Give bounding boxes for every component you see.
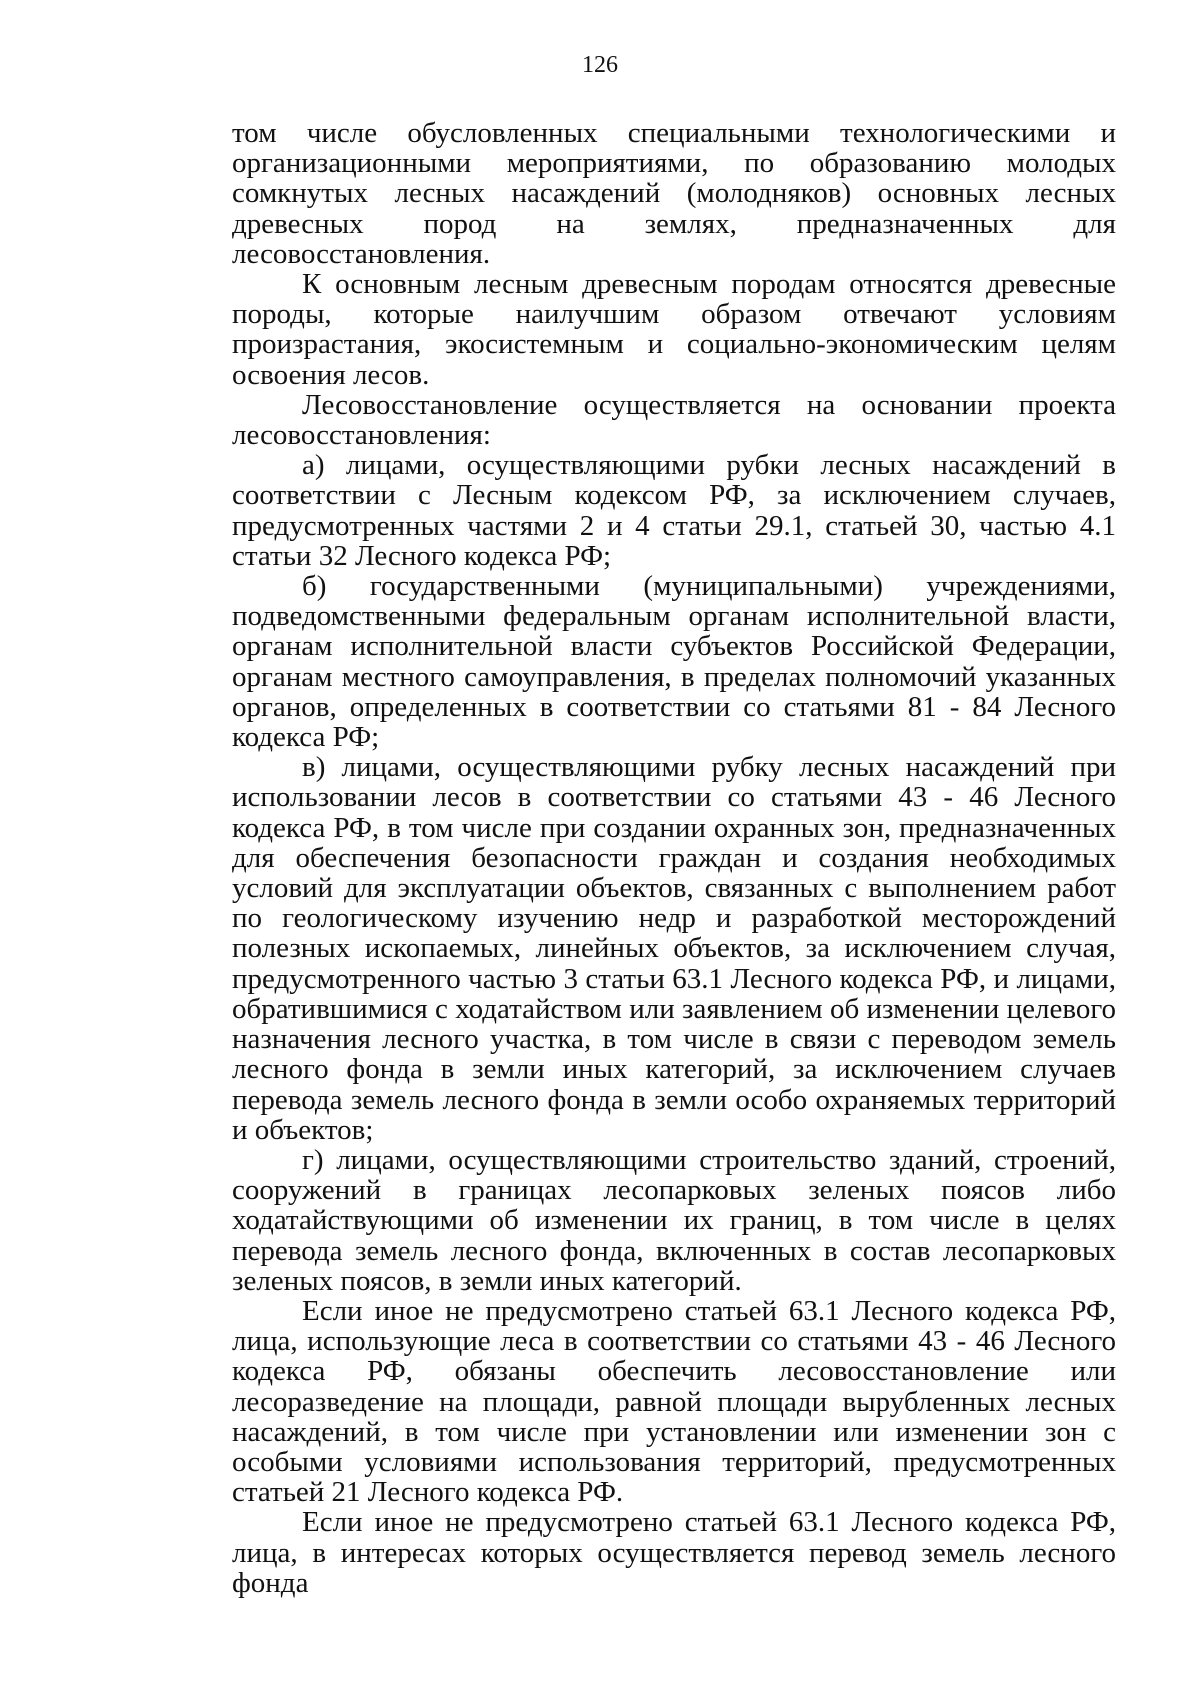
paragraph-project-basis: Лесовосстановление осуществляется на основании проекта лесовосстановления: bbox=[232, 388, 1116, 452]
list-item-a: а) лицами, осуществляющими рубки лесных насаждений в соответствии с Лесным кодексом РФ, за исключением случаев, предусмотренных частями 2 и 4 статьи 29.1, статьей 30, частью 4.1 статьи 32 Лесного кодекса РФ; bbox=[232, 449, 1116, 572]
paragraph-obligation: Если иное не предусмотрено статьей 63.1 Лесного кодекса РФ, лица, использующие леса в соответствии со статьями 43 - 46 Лесного кодекса РФ, обязаны обеспечить лесовосстановление или лесоразведение на площади, равной площади вырубленных лесных насаждений, в том числе при установлении или изменении зон с особыми условиями использования территорий, предусмотренных статьей 21 Лесного кодекса РФ. bbox=[232, 1294, 1116, 1509]
document-body bbox=[232, 118, 1116, 1598]
list-item-b: б) государственными (муниципальными) учреждениями, подведомственными федеральным органам исполнительной власти, органам исполнительной власти субъектов Российской Федерации, органам местного самоуправления, в пределах полномочий указанных органов, определенных в соответствии со статьями 81 - 84 Лесного кодекса РФ; bbox=[232, 570, 1116, 754]
page-number: 126 bbox=[582, 52, 618, 78]
list-item-v: в) лицами, осуществляющими рубку лесных насаждений при использовании лесов в соответствии со статьями 43 - 46 Лесного кодекса РФ, в том числе при создании охранных зон, предназначенных для обеспечения безопасности граждан и создания необходимых условий для эксплуатации объектов, связанных с выполнением работ по геологическому изучению недр и разработкой месторождений полезных ископаемых, линейных объектов, за исключением случая, предусмотренного частью 3 статьи 63.1 Лесного кодекса РФ, и лицами, обратившимися с ходатайством или заявлением об изменении целевого назначения лесного участка, в том числе в связи с переводом земель лесного фонда в земли иных категорий, за исключением случаев перевода земель лесного фонда в земли особо охраняемых территорий и объектов; bbox=[232, 751, 1116, 1146]
paragraph-continuation: том числе обусловленных специальными технологическими и организационными мероприятиями, по образованию молодых сомкнутых лесных насаждений (молодняков) основных лесных древесных пород на землях, предназначенных для лесовосстановления. bbox=[232, 117, 1116, 270]
paragraph-main-species: К основным лесным древесным породам относятся древесные породы, которые наилучшим образом отвечают условиям произрастания, экосистемным и социально-экономическим целям освоения лесов. bbox=[232, 268, 1116, 391]
list-item-g: г) лицами, осуществляющими строительство зданий, строений, сооружений в границах лесопарковых зеленых поясов либо ходатайствующими об изменении их границ, в том числе в целях перевода земель лесного фонда, включенных в состав лесопарковых зеленых поясов, в земли иных категорий. bbox=[232, 1143, 1116, 1297]
paragraph-transfer: Если иное не предусмотрено статьей 63.1 Лесного кодекса РФ, лица, в интересах которых осуществляется перевод земель лесного фонда bbox=[232, 1506, 1116, 1599]
